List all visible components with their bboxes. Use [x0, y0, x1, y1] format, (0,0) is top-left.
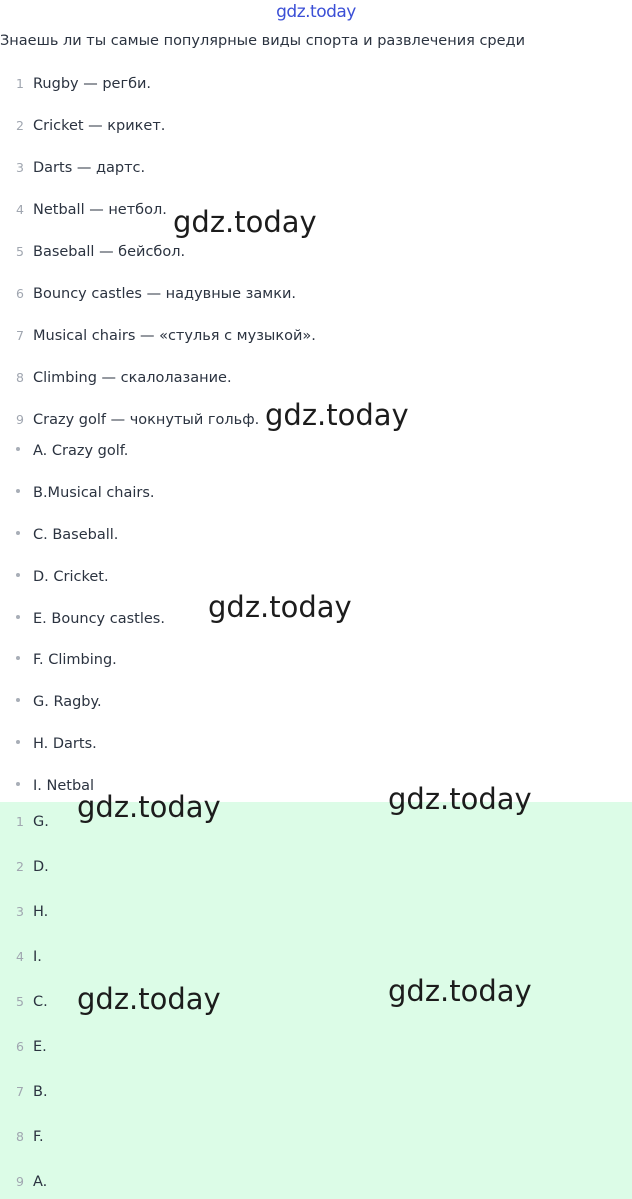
watermark: gdz.today: [388, 974, 532, 1008]
list-item-text: Climbing — скалолазание.: [33, 370, 232, 386]
answer-item: [0, 1114, 49, 1159]
watermark: gdz.today: [77, 790, 221, 824]
answer-text: D.: [33, 859, 49, 875]
answer-text: I.: [33, 949, 42, 965]
answer-item: [0, 1159, 49, 1199]
bullet-icon: [0, 529, 33, 539]
answer-item: [0, 1024, 49, 1069]
answers-list: [0, 799, 49, 1199]
list-item-text: Crazy golf — чокнутый гольф.: [33, 412, 260, 428]
answer-number: 1: [16, 814, 24, 829]
bullet-item: [0, 515, 165, 557]
bullet-item-text: B.Musical chairs.: [33, 484, 155, 501]
answer-number: 5: [16, 994, 24, 1009]
answer-number: 2: [16, 859, 24, 874]
list-item-text: Rugby — регби.: [33, 76, 152, 92]
list-item: [0, 273, 316, 315]
bullet-item-text: H. Darts.: [33, 736, 97, 753]
list-item: [0, 357, 316, 399]
list-item-text: Bouncy castles — надувные замки.: [33, 286, 296, 302]
answer-item: [0, 1069, 49, 1114]
bullet-icon: [0, 780, 33, 790]
bullet-item-text: A. Crazy golf.: [33, 443, 129, 459]
watermark: gdz.today: [173, 205, 317, 239]
bullet-item-text: G. Ragby.: [33, 694, 102, 711]
watermark: gdz.today: [265, 398, 409, 432]
picture-list: [0, 431, 165, 808]
list-number: 8: [16, 370, 24, 385]
watermark: gdz.today: [208, 590, 352, 624]
list-number: 3: [16, 160, 24, 175]
bullet-item: [0, 640, 165, 682]
list-item-text: Musical chairs — «стулья с музыкой».: [33, 328, 316, 344]
list-number: 5: [16, 244, 24, 259]
bullet-item: [0, 557, 165, 599]
answer-item: [0, 799, 49, 844]
list-number: 4: [16, 202, 24, 217]
list-item-text: Cricket — крикет.: [33, 118, 166, 134]
answer-item: [0, 979, 49, 1024]
bullet-item-text: F. Climbing.: [33, 652, 117, 669]
answer-text: B.: [33, 1084, 48, 1100]
vocab-list: [0, 63, 316, 441]
bullet-item-text: I. Netbal: [33, 778, 95, 795]
bullet-icon: [0, 571, 33, 581]
list-number: 2: [16, 118, 24, 133]
bullet-icon: [0, 445, 33, 455]
answer-text: H.: [33, 904, 49, 920]
bullet-icon: [0, 738, 33, 748]
list-item: [0, 315, 316, 357]
watermark: gdz.today: [388, 782, 532, 816]
list-item: [0, 105, 316, 147]
answer-number: 9: [16, 1174, 24, 1189]
bullet-item: [0, 473, 165, 515]
answer-item: [0, 934, 49, 979]
answer-number: 4: [16, 949, 24, 964]
bullet-item: [0, 431, 165, 473]
list-item-text: Baseball — бейсбол.: [33, 244, 186, 260]
answer-item: [0, 889, 49, 934]
list-item-text: Netball — нетбол.: [33, 202, 167, 218]
watermark: gdz.today: [77, 982, 221, 1016]
list-number: 9: [16, 412, 24, 427]
bullet-item-text: D. Cricket.: [33, 568, 109, 585]
answer-number: 8: [16, 1129, 24, 1144]
answer-text: C.: [33, 994, 48, 1010]
answer-text: F.: [33, 1129, 44, 1145]
bullet-icon: [0, 696, 33, 706]
bullet-item: [0, 682, 165, 724]
list-number: 7: [16, 328, 24, 343]
list-item: [0, 63, 316, 105]
list-item: [0, 147, 316, 189]
bullet-icon: [0, 654, 33, 664]
bullet-icon: [0, 487, 33, 497]
list-number: 1: [16, 76, 24, 91]
bullet-item-text: E. Bouncy castles.: [33, 610, 165, 627]
answer-number: 3: [16, 904, 24, 919]
answer-text: E.: [33, 1039, 47, 1055]
bullet-icon: [0, 613, 33, 623]
answer-number: 7: [16, 1084, 24, 1099]
site-logo[interactable]: gdz.today: [276, 2, 356, 22]
answer-text: A.: [33, 1174, 48, 1190]
bullet-item: [0, 724, 165, 766]
answer-item: [0, 844, 49, 889]
answer-text: G.: [33, 814, 49, 830]
intro-text: Знаешь ли ты самые популярные виды спорта и развлечения среди: [0, 33, 526, 49]
list-number: 6: [16, 286, 24, 301]
bullet-item: [0, 599, 165, 641]
answer-number: 6: [16, 1039, 24, 1054]
bullet-item-text: C. Baseball.: [33, 526, 119, 543]
list-item-text: Darts — дартс.: [33, 160, 146, 176]
